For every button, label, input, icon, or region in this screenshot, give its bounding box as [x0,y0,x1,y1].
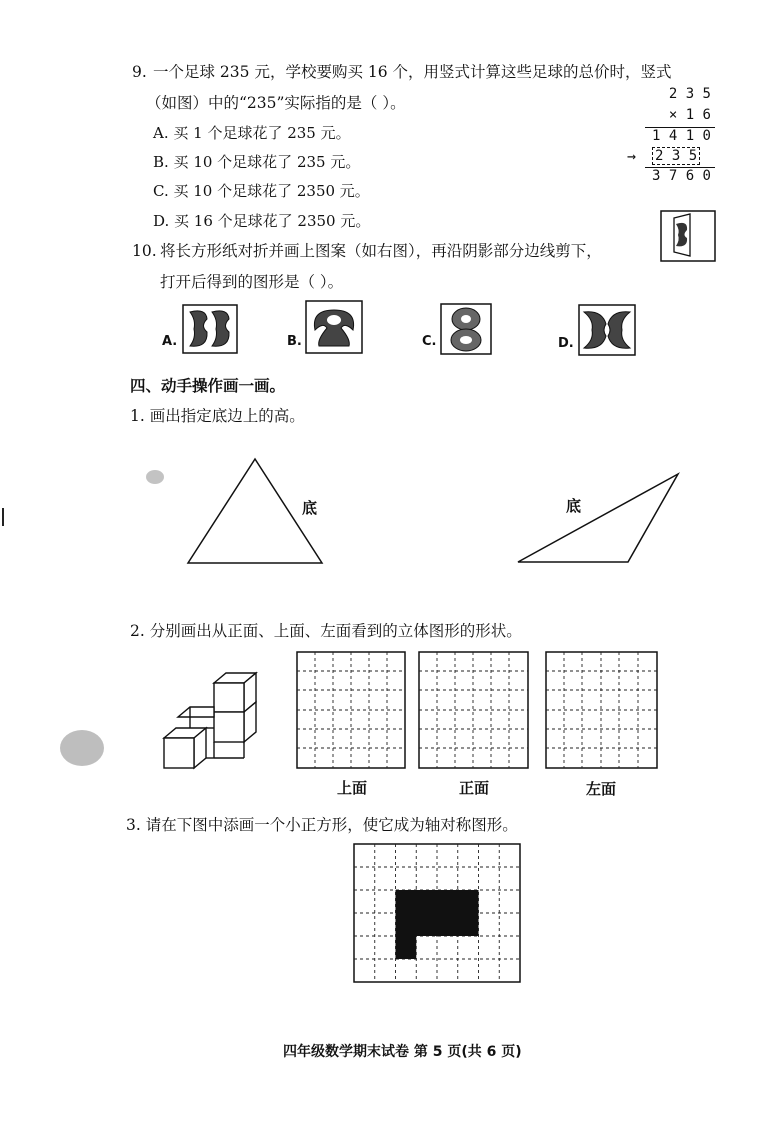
q10-option-d-label: D. [558,336,574,351]
p3-text: 3. 请在下图中添画一个小正方形，使它成为轴对称图形。 [126,816,518,834]
scan-smudge [146,470,164,484]
calc-multiplicand: 2 3 5 [668,86,711,102]
grid-label-front: 正面 [459,779,490,797]
q9-option-d: D. 买 16 个足球花了 2350 元。 [153,212,371,230]
grid-label-left: 左面 [586,780,617,798]
q10-line1: 将长方形纸对折并画上图案（如右图），再沿阴影部分边线剪下， [160,242,602,260]
q10-number: 10. [132,242,157,260]
cube-stack-figure [160,670,260,774]
scan-smudge [60,730,104,766]
option-c-figure [440,303,492,355]
q10-option-a-label: A. [162,334,178,349]
page-footer: 四年级数学期末试卷 第 5 页(共 6 页) [283,1044,522,1060]
q9-option-c: C. 买 10 个足球花了 2350 元。 [153,182,370,200]
p1-text: 1. 画出指定底边上的高。 [130,407,305,425]
grid-label-top: 上面 [337,779,368,797]
q10-line2: 打开后得到的图形是（ ）。 [160,273,344,291]
calc-result: 3 7 6 0 [651,168,711,184]
symmetry-grid [353,843,521,983]
base-label-2: 底 [566,497,582,515]
q9-option-a: A. 买 1 个足球花了 235 元。 [153,124,351,142]
p2-text: 2. 分别画出从正面、上面、左面看到的立体图形的形状。 [130,622,522,640]
grid-left-view [545,651,658,769]
grid-front-view [418,651,529,769]
q9-option-b: B. 买 10 个足球花了 235 元。 [153,153,361,171]
calc-multiplier: × 1 6 [668,107,711,123]
scan-mark [2,508,4,526]
q10-option-b-label: B. [287,334,302,349]
calc-partial1: 1 4 1 0 [651,128,711,144]
q10-option-c-label: C. [422,334,437,349]
option-d-figure [578,304,636,356]
triangle-2 [512,470,684,568]
vertical-calculation [625,86,715,190]
option-b-figure [305,300,363,354]
q9-number: 9. [132,63,147,81]
section-4-title: 四、动手操作画一画。 [130,377,286,395]
grid-top-view [296,651,406,769]
folded-paper-figure [660,210,716,262]
arrow-icon: → [627,147,637,165]
q9-line1: 一个足球 235 元，学校要购买 16 个，用竖式计算这些足球的总价时，竖式 [153,63,672,81]
base-label-1: 底 [302,499,318,517]
q9-line2: （如图）中的“235”实际指的是（ ）。 [146,94,406,112]
calc-partial2-highlight: 2 3 5 [652,147,700,165]
option-a-figure [182,304,238,354]
